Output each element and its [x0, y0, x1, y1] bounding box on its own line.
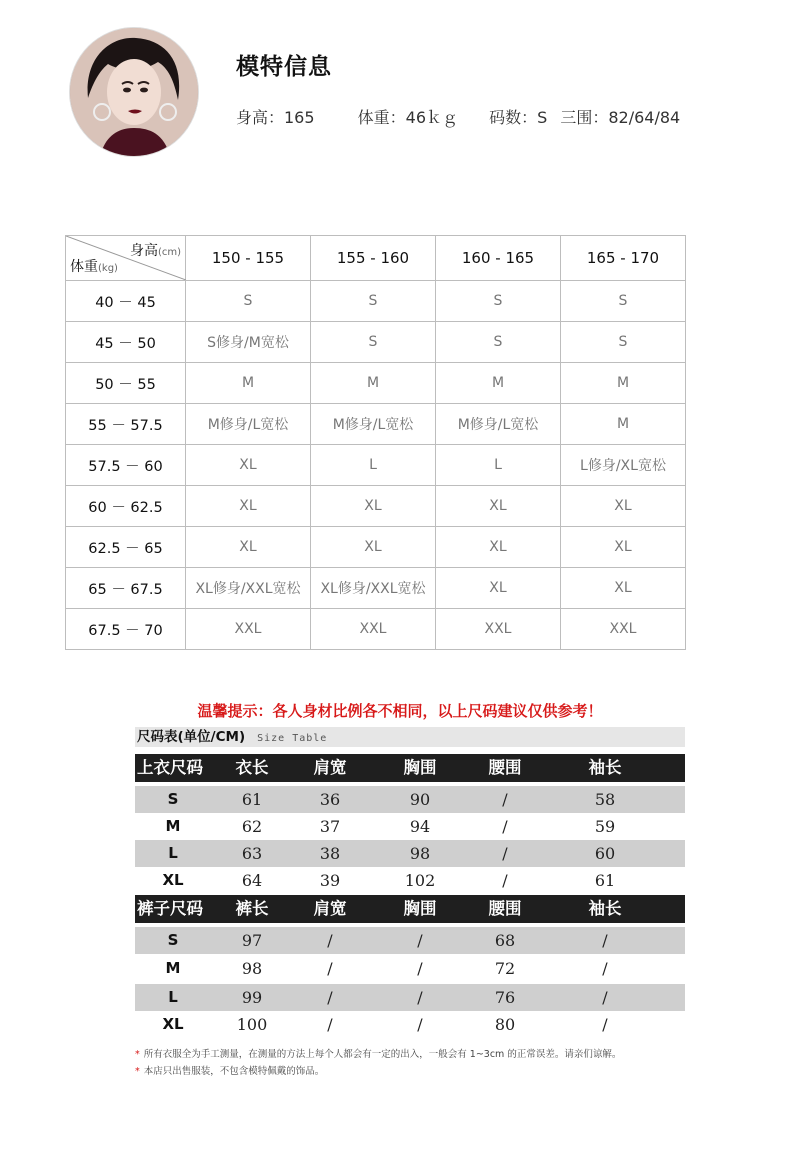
pants-header-band [135, 895, 685, 923]
recommended-size-cell: S [186, 281, 311, 322]
measurement-cell: 37 [319, 817, 341, 836]
recommended-size-cell: XXL [311, 609, 436, 650]
weight-row [66, 527, 686, 568]
size-label: S [167, 790, 179, 808]
measurement-cell: 39 [319, 871, 341, 890]
model-photo [70, 28, 198, 156]
pants-size-row [135, 927, 685, 954]
weight-row [66, 363, 686, 404]
pants-size-row [135, 984, 685, 1011]
size-recommendation-table [65, 235, 686, 650]
recommended-size-cell: M修身/L宽松 [436, 404, 561, 445]
recommended-size-cell: XL [311, 527, 436, 568]
top-header-band [135, 754, 685, 782]
height-range-header: 155 - 160 [311, 236, 436, 281]
recommended-size-cell: XL [561, 568, 686, 609]
recommended-size-cell: XXL [436, 609, 561, 650]
height-range-header: 150 - 155 [186, 236, 311, 281]
column-header: 胸围 [403, 758, 437, 777]
recommended-size-cell: XL [186, 445, 311, 486]
weight-range-cell: 60 － 62.5 [66, 486, 186, 527]
size-chart-title: 尺码表(单位/CM) [137, 729, 246, 745]
recommended-size-cell: S [436, 322, 561, 363]
measurement-cell: / [502, 844, 508, 863]
measurement-cell: 102 [404, 871, 436, 890]
measurement-cell: / [327, 988, 333, 1007]
measurement-cell: 90 [409, 790, 431, 809]
weight-range-cell: 65 － 67.5 [66, 568, 186, 609]
recommended-size-cell: XXL [561, 609, 686, 650]
weight-row [66, 445, 686, 486]
recommended-size-cell: M [561, 404, 686, 445]
recommended-size-cell: XL修身/XXL宽松 [311, 568, 436, 609]
recommended-size-cell: L [436, 445, 561, 486]
note-item: * 本店只出售服装，不包含模特佩戴的饰品。 [135, 1066, 325, 1077]
measurement-cell: 64 [241, 871, 263, 890]
measurement-cell: 62 [241, 817, 263, 836]
measurement-cell: 76 [494, 988, 516, 1007]
weight-range-cell: 40 － 45 [66, 281, 186, 322]
weight-row [66, 281, 686, 322]
recommended-size-cell: S [561, 322, 686, 363]
weight-row [66, 568, 686, 609]
column-header: 肩宽 [313, 899, 347, 918]
weight-range-cell: 57.5 － 60 [66, 445, 186, 486]
height-range-header: 160 - 165 [436, 236, 561, 281]
measurement-cell: 100 [236, 1015, 268, 1034]
measurement-cell: 36 [319, 790, 341, 809]
measurement-cell: 61 [241, 790, 263, 809]
model-size: 码数：S [489, 108, 548, 127]
measurement-cell: 97 [241, 931, 263, 950]
weight-axis-label: 体重(kg) [70, 259, 118, 275]
column-header: 衣长 [235, 758, 269, 777]
measurement-cell: / [417, 931, 423, 950]
measurement-cell: / [502, 871, 508, 890]
recommended-size-cell: XXL [186, 609, 311, 650]
measurement-cell: 72 [494, 959, 516, 978]
model-portrait-image [70, 28, 198, 156]
measurement-cell: 61 [594, 871, 616, 890]
size-label: XL [162, 871, 184, 889]
measurement-cell: / [417, 959, 423, 978]
size-label: M [165, 959, 181, 977]
measurement-cell: 63 [241, 844, 263, 863]
weight-range-cell: 55 － 57.5 [66, 404, 186, 445]
recommended-size-cell: XL [561, 486, 686, 527]
top-size-row [135, 867, 685, 894]
recommended-size-cell: L [311, 445, 436, 486]
recommended-size-cell: M [186, 363, 311, 404]
size-tip: 温馨提示：各人身材比例各不相同，以上尺码建议仅供参考！ [197, 702, 603, 720]
measurement-cell: 60 [594, 844, 616, 863]
recommended-size-cell: XL [311, 486, 436, 527]
pants-size-row [135, 955, 685, 982]
size-label: L [168, 988, 178, 1006]
measurement-cell: / [327, 959, 333, 978]
size-label: M [165, 817, 181, 835]
weight-row [66, 322, 686, 363]
weight-row [66, 404, 686, 445]
asterisk-icon: * [135, 1049, 140, 1060]
recommended-size-cell: S修身/M宽松 [186, 322, 311, 363]
measurement-cell: 94 [409, 817, 431, 836]
recommended-size-cell: XL [436, 527, 561, 568]
column-header: 胸围 [403, 899, 437, 918]
measurement-cell: / [327, 1015, 333, 1034]
recommended-size-cell: S [311, 322, 436, 363]
measurement-notes [135, 1046, 621, 1080]
size-label: XL [162, 1015, 184, 1033]
height-range-header: 165 - 170 [561, 236, 686, 281]
weight-range-cell: 62.5 － 65 [66, 527, 186, 568]
column-header: 肩宽 [313, 758, 347, 777]
size-label: S [167, 931, 179, 949]
asterisk-icon: * [135, 1066, 140, 1077]
recommended-size-cell: S [561, 281, 686, 322]
note-item: * 所有衣服全为手工测量，在测量的方法上每个人都会有一定的出入，一般会有 1~3cm 的正常误差。请亲们谅解。 [135, 1049, 622, 1060]
column-header: 裤长 [235, 899, 269, 918]
measurement-cell: / [602, 931, 608, 950]
size-label: L [168, 844, 178, 862]
recommended-size-cell: L修身/XL宽松 [561, 445, 686, 486]
column-header: 袖长 [588, 758, 622, 777]
measurement-cell: 38 [319, 844, 341, 863]
column-header: 腰围 [488, 899, 522, 918]
recommended-size-cell: XL [561, 527, 686, 568]
pants-size-row [135, 1011, 685, 1038]
column-header: 上衣尺码 [137, 758, 203, 777]
measurement-cell: / [502, 817, 508, 836]
model-stats [236, 105, 680, 128]
recommended-size-cell: S [436, 281, 561, 322]
height-header-row [66, 236, 686, 281]
measurement-cell: 98 [241, 959, 263, 978]
measurement-cell: 58 [594, 790, 616, 809]
weight-row [66, 609, 686, 650]
measurement-cell: / [417, 988, 423, 1007]
top-size-row [135, 813, 685, 840]
measurement-cell: / [602, 1015, 608, 1034]
model-weight: 体重：46ｋｇ [357, 108, 459, 127]
measurement-cell: 59 [594, 817, 616, 836]
measurement-cell: 98 [409, 844, 431, 863]
measurement-cell: / [602, 988, 608, 1007]
recommended-size-cell: XL修身/XXL宽松 [186, 568, 311, 609]
column-header: 袖长 [588, 899, 622, 918]
measurement-cell: 68 [494, 931, 516, 950]
recommended-size-cell: M修身/L宽松 [311, 404, 436, 445]
top-size-row [135, 840, 685, 867]
recommended-size-cell: XL [436, 486, 561, 527]
model-info-title: 模特信息 [236, 54, 332, 80]
weight-range-cell: 67.5 － 70 [66, 609, 186, 650]
measurement-cell: / [417, 1015, 423, 1034]
size-chart-header [135, 727, 685, 747]
measurement-cell: 99 [241, 988, 263, 1007]
model-measurements: 三围：82/64/84 [560, 108, 681, 127]
size-chart-subtitle: Size Table [257, 733, 328, 744]
weight-row [66, 486, 686, 527]
recommended-size-cell: S [311, 281, 436, 322]
corner-cell [66, 236, 186, 281]
measurement-cell: / [602, 959, 608, 978]
model-height: 身高：165 [236, 108, 315, 127]
recommended-size-cell: M修身/L宽松 [186, 404, 311, 445]
height-axis-label: 身高(cm) [129, 243, 181, 259]
recommended-size-cell: M [436, 363, 561, 404]
measurement-cell: / [502, 790, 508, 809]
weight-range-cell: 45 － 50 [66, 322, 186, 363]
measurement-cell: 80 [494, 1015, 516, 1034]
recommended-size-cell: M [561, 363, 686, 404]
measurement-cell: / [327, 931, 333, 950]
weight-range-cell: 50 － 55 [66, 363, 186, 404]
recommended-size-cell: XL [436, 568, 561, 609]
top-size-row [135, 786, 685, 813]
recommended-size-cell: M [311, 363, 436, 404]
column-header: 腰围 [488, 758, 522, 777]
column-header: 裤子尺码 [137, 899, 203, 918]
recommended-size-cell: XL [186, 486, 311, 527]
recommended-size-cell: XL [186, 527, 311, 568]
